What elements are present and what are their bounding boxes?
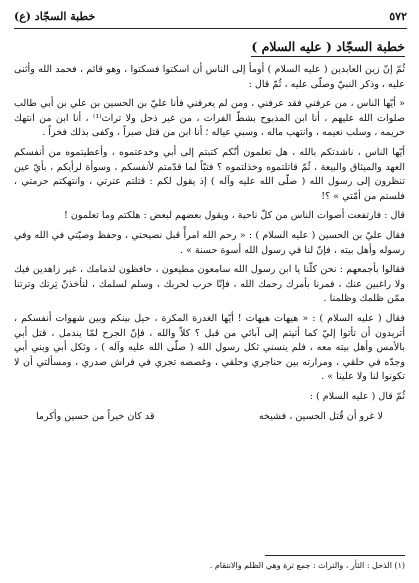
paragraph-verse-intro: ثُمّ قال ( عليه السلام ) :	[309, 390, 405, 402]
paragraph-response: فقالوا بأجمعهم : نحن كلّنا يا ابن رسول الله سامعون مطيعون ، حافظون لذمامك ، غير زاهدين فيك ولا راغبين عنك ، فمرنا بأمرك رحمك الله ، فإنّا حرب لحربك ، وسلم لسلمك ، لنأخذنّ تِرتك وترتنا ممّن ظلمك وظلمنا .	[14, 264, 405, 305]
paragraph-narration: قال : فارتفعت أصوات الناس من كلّ ناحية ، ويقول بعضهم لبعض : هلكتم وما تعلمون !	[63, 210, 405, 222]
paragraph-sermon-2: أيّها الناس ، ناشدتكم بالله ، هل تعلمون أنّكم كتبتم إلى أبي وخدعتموه ، وأعطيتموه من أنفسكم العهد والميثاق والبيعة ، ثُمّ قاتلتموه وخذلتموه ؟ فتبّاً لما قدّمتم لأنفسكم ، وسوأة لرأيكم ، بأيّ عين تنظرون إلى رسول الله ( صلّى الله عليه وآله ) إذ يقول لكم : قتلتم عترتي ، وانتهكتم حرمتي ، فلستم من أمّتي » ؟!	[14, 146, 405, 202]
paragraph-advice: فقال عليّ بن الحسين ( عليه السلام ) : « رحم الله امرأً قبل نصيحتي ، وحفظ وصيّتي في الله وفي رسوله وأهل بيته ، فإنّ لنا في رسول الله أسوة حسنة » .	[14, 229, 405, 256]
section-heading: خطبة السجّاد ( عليه السلام )	[251, 38, 405, 57]
paragraph-reply: فقال ( عليه السلام ) : « هيهات هيهات ! أيّها الغدرة المكرة ، حيل بينكم وبين شهوات أنفسكم ، أتريدون أن تأتوا إليّ كما أتيتم إلى آبائي من قبل ؟ كلاّ والله ، فإنّ الجرح لمّا يندمل ، قتل أبي بالأمس وأهل بيته معه ، فلم ينسني ثكل رسول الله ( صلّى الله عليه وآله ) ، وثكل أبي وبني أبي وجدّه في حلقي ، ومرارته بين حناجري وحلقي ، وغصصه تجري في فراش صدري ، ومسألتي أن لا تكونوا لنا ولا علينا » .	[14, 312, 405, 383]
paragraph-sermon-1: « أيّها الناس ، من عرفني فقد عرفني ، ومن لم يعرفني فأنا عليّ بن الحسين بن علي بن أبي طالب صلوات الله عليهم ، أنا ابن المذبوح بشطّ الفرات ، من غير ذحل ولا تراث⁽¹⁾ ، أنا ابن من انتهك حريمه ، وسلب نعيمه ، وانتهب ماله ، وسبي عياله ؛ أنا ابن من قتل صبراً ، وكفى بذلك فخراً .	[14, 98, 406, 139]
poem-hemistich-second: قد كان خيراً من حسين وأكرما	[36, 411, 155, 423]
poem-verse	[14, 410, 405, 425]
page-number: ٥٧٢	[389, 9, 407, 23]
running-title: خطبة السجّاد (ع)	[14, 9, 96, 23]
header-divider	[14, 28, 407, 29]
paragraph-intro: ثُمّ إنّ زين العابدين ( عليه السلام ) أومأ إلى الناس أن اسكتوا فسكتوا ، وهو قائم ، فحمد الله وأثنى عليه ، وذكر النبيّ وصلّى عليه ، ثُمّ قال :	[14, 64, 405, 90]
footnote-divider	[265, 555, 405, 556]
footnote: (١) الذحل : الثأر ، والتراث : جمع ترة وهي الظلم والانتقام .	[209, 561, 405, 570]
page-header	[14, 6, 407, 26]
page-body	[14, 38, 405, 425]
poem-hemistich-first: لا غرو أن قُتل الحسين ، فشيخه	[258, 411, 383, 423]
